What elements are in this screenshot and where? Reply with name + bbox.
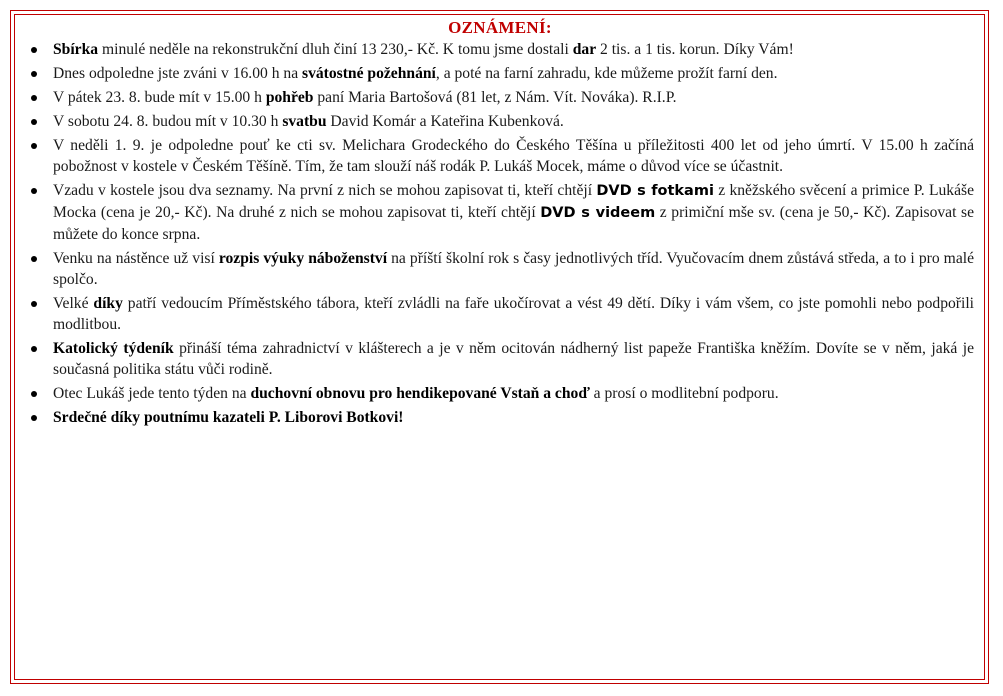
- item-text: Vzadu v kostele jsou dva seznamy. Na první z nich se mohou zapisovat ti, kteří chtějí: [53, 182, 597, 199]
- emphasis-text: duchovní obnovu pro hendikepované Vstaň a choď: [250, 385, 590, 402]
- announcement-item: [26, 248, 974, 290]
- item-text: V pátek 23. 8. bude mít v 15.00 h: [53, 89, 266, 106]
- item-text: Velké: [53, 295, 94, 312]
- emphasis-text: díky: [93, 295, 123, 312]
- emphasis-text: dar: [572, 41, 597, 58]
- emphasis-text: DVD s videem: [540, 205, 656, 221]
- item-text: , a poté na farní zahradu, kde můžeme prožít farní den.: [435, 65, 778, 82]
- item-text: 2 tis. a 1 tis. korun. Díky Vám!: [596, 41, 794, 58]
- announcement-item: [26, 407, 974, 428]
- item-text: a prosí o modlitební podporu.: [589, 385, 779, 402]
- item-text: z primiční mše sv. (cena je 50,- Kč). Zapisovat se můžete do konce srpna.: [53, 204, 975, 243]
- item-text: z kněžského svěcení a primice P. Lukáše Mocka (cena je 20,- Kč). Na druhé z nich se mohou zapisovat ti, kteří chtějí: [53, 182, 974, 221]
- emphasis-text: Sbírka: [53, 41, 99, 58]
- announcement-item: [26, 111, 974, 132]
- announcement-item: [26, 383, 974, 404]
- emphasis-text: pohřeb: [265, 89, 314, 106]
- emphasis-text: svatbu: [282, 113, 327, 130]
- announcement-item: [26, 87, 974, 108]
- item-text: minulé neděle na rekonstrukční dluh činí 13 230,- Kč. K tomu jsme dostali: [98, 41, 573, 58]
- emphasis-text: Srdečné díky poutnímu kazateli P. Liborovi Botkovi!: [53, 409, 404, 426]
- emphasis-text: rozpis výuky náboženství: [218, 250, 388, 267]
- emphasis-text: Katolický týdeník: [53, 340, 174, 357]
- emphasis-text: svátostné požehnání: [302, 65, 436, 82]
- announcement-item: [26, 135, 974, 177]
- announcement-item: [26, 180, 974, 245]
- announcement-item: [26, 293, 974, 335]
- item-text: patří vedoucím Příměstského tábora, kteří zvládli na faře ukočírovat a vést 49 dětí. Díky i vám všem, co jste pomohli nebo podpořili modlitbou.: [53, 295, 974, 333]
- announcement-item: [26, 39, 974, 60]
- announcement-item: [26, 63, 974, 84]
- item-text: Dnes odpoledne jste zváni v 16.00 h na: [53, 65, 303, 82]
- item-text: Otec Lukáš jede tento týden na: [53, 385, 251, 402]
- emphasis-text: DVD s fotkami: [596, 183, 714, 199]
- page-title: OZNÁMENÍ:: [448, 18, 552, 37]
- announcement-document: [26, 17, 974, 431]
- item-text: V neděli 1. 9. je odpoledne pouť ke cti sv. Melichara Grodeckého do Českého Těšína u příležitosti 400 let od jeho úmrtí. V 15.00 h začíná pobožnost v kostele v Českém Těšíně. Tím, že tam slouží náš rodák P. Lukáš Mocek, máme o důvod více se účastnit.: [53, 137, 974, 175]
- item-text: na příští školní rok s časy jednotlivých tříd. Vyučovacím dnem zůstává středa, a to i pro malé spolčo.: [53, 250, 974, 288]
- item-text: V sobotu 24. 8. budou mít v 10.30 h: [53, 113, 283, 130]
- item-text: Venku na nástěnce už visí: [53, 250, 219, 267]
- item-text: paní Maria Bartošová (81 let, z Nám. Vít. Nováka). R.I.P.: [313, 89, 677, 106]
- item-text: přináší téma zahradnictví v klášterech a je v něm ocitován nádherný list papeže Františka kněžím. Dovíte se v něm, jaká je současná politika státu vůči rodině.: [53, 340, 974, 378]
- announcement-list: [26, 39, 974, 428]
- announcement-item: [26, 338, 974, 380]
- item-text: David Komár a Kateřina Kubenková.: [326, 113, 564, 130]
